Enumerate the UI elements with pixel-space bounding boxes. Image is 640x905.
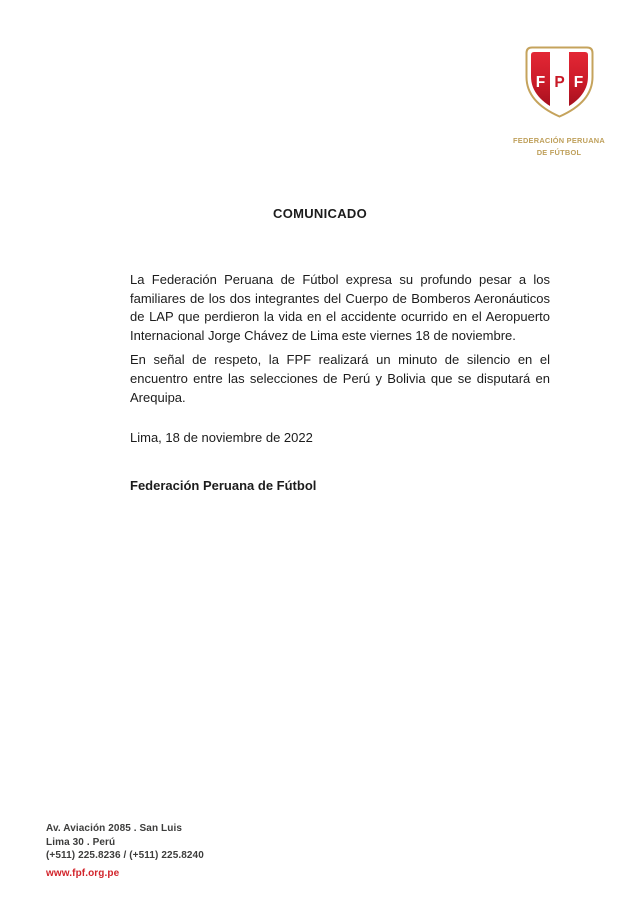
fpf-shield-icon: [525, 46, 594, 120]
document-title: COMUNICADO: [273, 206, 367, 221]
footer-address-line1: Av. Aviación 2085 . San Luis: [46, 823, 182, 834]
footer-website-link[interactable]: www.fpf.org.pe: [46, 867, 120, 879]
body-paragraph-2: En señal de respeto, la FPF realizará un minuto de silencio en el encuentro entre las selecciones de Perú y Bolivia que se disputará en Arequipa.: [130, 352, 550, 405]
logo-letter-p: P: [553, 74, 565, 91]
fpf-logo: [501, 46, 617, 158]
logo-org-name-line1: FEDERACIÓN PERUANA: [513, 136, 605, 145]
signature: Federación Peruana de Fútbol: [130, 478, 317, 493]
logo-org-name-line2: DE FÚTBOL: [536, 147, 582, 157]
footer: [46, 822, 204, 880]
dateline: Lima, 18 de noviembre de 2022: [130, 430, 313, 445]
logo-org-name: [501, 135, 617, 158]
document-body: [130, 271, 550, 413]
body-paragraph-1: La Federación Peruana de Fútbol expresa su profundo pesar a los familiares de los dos integrantes del Cuerpo de Bomberos Aeronáuticos de LAP que perdieron la vida en el accidente ocurrido en el Aeropuerto Internacional Jorge Chávez de Lima este viernes 18 de noviembre.: [130, 272, 550, 343]
logo-letter-f2: F: [573, 74, 583, 91]
logo-letter-f1: F: [535, 74, 545, 91]
footer-phones: (+511) 225.8236 / (+511) 225.8240: [46, 850, 204, 861]
footer-address-line2: Lima 30 . Perú: [46, 836, 116, 848]
